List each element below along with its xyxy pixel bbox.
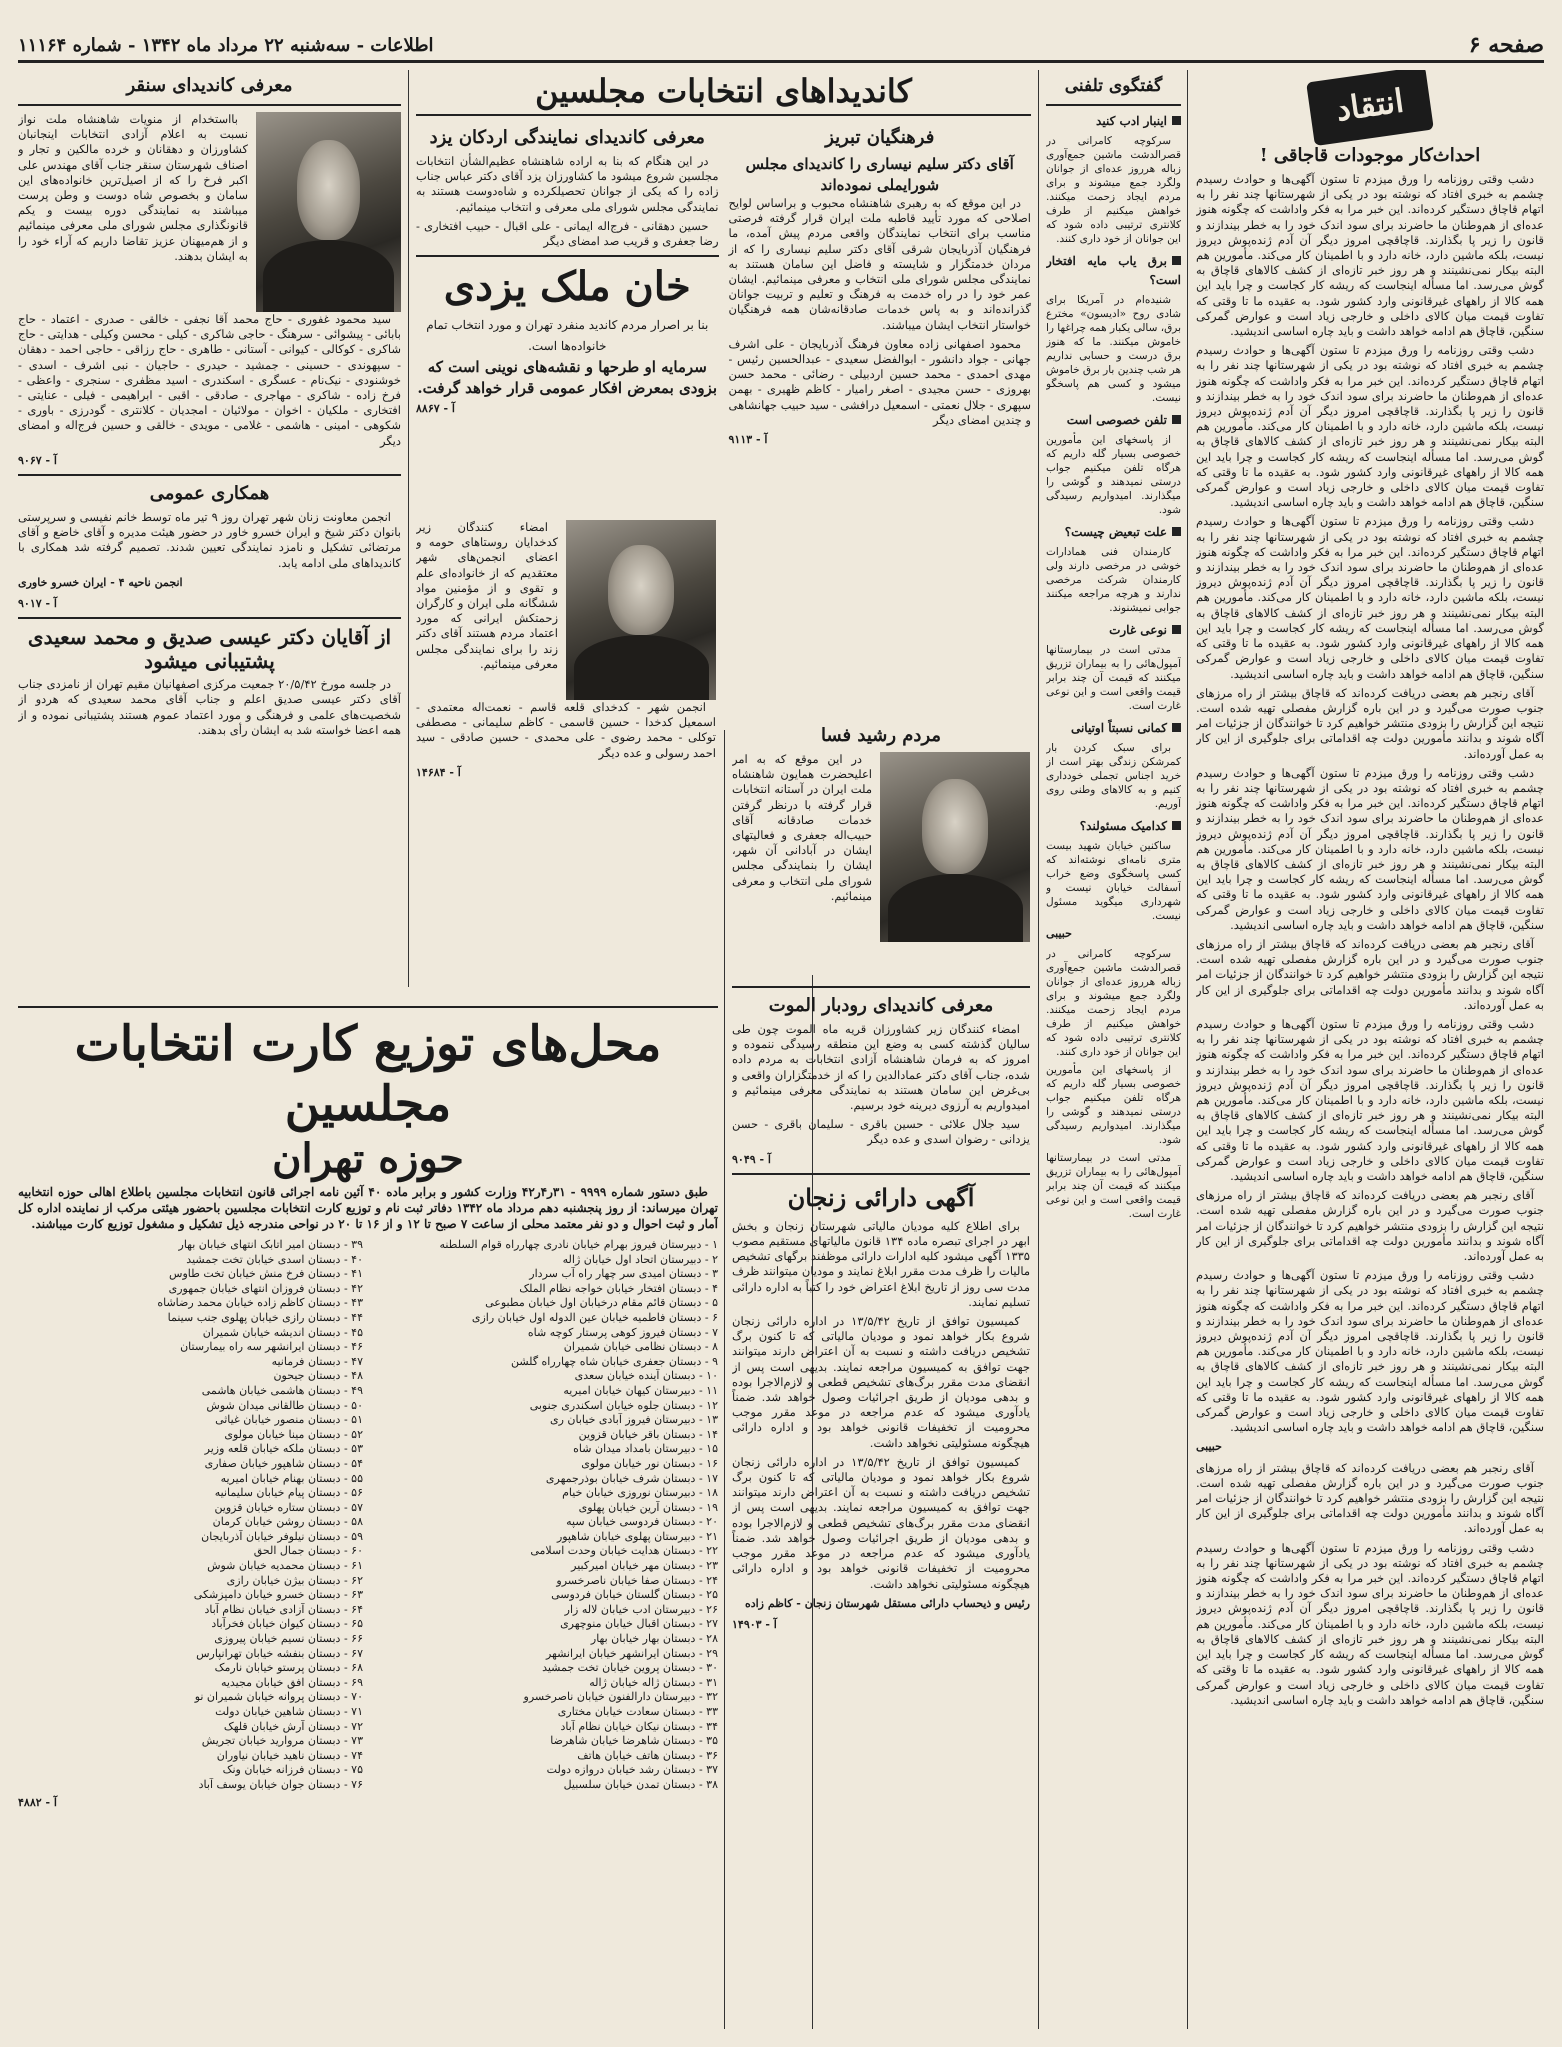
zanjan-title: آگهی دارائی زنجان (787, 1182, 975, 1212)
card-distribution-section (18, 1000, 718, 2029)
tabriz-block (729, 122, 1032, 453)
critique-body: دشب وقتی روزنامه را ورق میزدم تا ستون آگهی‌ها و حوادث رسیدم چشمم به خبری افتاد که نوشته بود در یکی از شهرستانها چند نفر را به اتهام قاچاق دستگیر کرده‌اند. این خبر مرا به فکر واداشت که چگونه هنوز عده‌ای از هم‌وطنان ما حاضرند برای سود اندک خود را به خطر بیندازند و قانون را زیر پا بگذارند. قاچاقچی امروز دیگر آن آدم ژنده‌پوش دیروز نیست، بلکه ماشین دارد، خانه دارد و با اطمینان کار می‌کند. مأمورین هم البته بیکار نمی‌نشینند و هر روز خبر تازه‌ای از کشف کالاهای قاچاق به گوش می‌رسد. اما مسأله اینجاست که ریشه کار کجاست و چرا باید این همه کالا از راههای غیرقانونی وارد کشور شود. به عقیده ما تا وقتی که تفاوت قیمت میان کالای داخلی و خارجی زیاد است و عوارض گمرکی سنگین، قاچاق هم ادامه خواهد داشت و باید چاره اساسی اندیشید. (1196, 1268, 1544, 1435)
distribution-item: ۵۸ - دبستان روشن خیابان کرمان (212, 1515, 363, 1529)
yazd-title: معرفی کاندیدای نمایندگی اردکان یزد (429, 127, 705, 148)
distribution-item: ۴۶ - دبستان ایرانشهر سه راه بیمارستان (180, 1340, 363, 1354)
phone-item-head: علت تبعیض چیست؟ (1046, 523, 1181, 542)
fasa-title: مردم رشید فسا (820, 725, 942, 746)
distribution-item: ۴۹ - دبستان هاشمی خیابان هاشمی (201, 1383, 363, 1397)
critique-body: دشب وقتی روزنامه را ورق میزدم تا ستون آگهی‌ها و حوادث رسیدم چشمم به خبری افتاد که نوشته بود در یکی از شهرستانها چند نفر را به اتهام قاچاق دستگیر کرده‌اند. این خبر مرا به فکر واداشت که چگونه هنوز عده‌ای از هم‌وطنان ما حاضرند برای سود اندک خود را به خطر بیندازند و قانون را زیر پا بگذارند. قاچاقچی امروز دیگر آن آدم ژنده‌پوش دیروز نیست، بلکه ماشین دارد، خانه دارد و با اطمینان کار می‌کند. مأمورین هم البته بیکار نمی‌نشینند و هر روز خبر تازه‌ای از کشف کالاهای قاچاق به گوش می‌رسد. اما مسأله اینجاست که ریشه کار کجاست و چرا باید این همه کالا از راههای غیرقانونی وارد کشور شود. به عقیده ما تا وقتی که تفاوت قیمت میان کالای داخلی و خارجی زیاد است و عوارض گمرکی سنگین، قاچاق هم ادامه خواهد داشت و باید چاره اساسی اندیشید. (1196, 1016, 1544, 1183)
distribution-item: ۶۷ - دبستان بنفشه خیابان تهرانپارس (196, 1646, 363, 1660)
distribution-item: ۶۰ - دبستان جمال الحق (253, 1544, 363, 1558)
distribution-item: ۷۳ - دبستان مروارید خیابان تجریش (201, 1734, 363, 1748)
sonqor-title: معرفی کاندیدای سنقر (126, 75, 293, 96)
distribution-item: ۹ - دبستان جعفری خیابان شاه چهارراه گلشن (510, 1354, 718, 1368)
distribution-item: ۴۲ - دبستان فروزان انتهای خیابان جمهوری (168, 1281, 363, 1295)
alamut-body: امضاء کنندگان زیر کشاورزان قریه ماه الموت چون طی سالیان گذشته کسی به وضع این منطقه رسیدگی ننموده و امروز که به فرمان شاهنشاه آزادی انتخابات به مردم داده شده، جناب آقای دکتر عمادالدین را که از خدمتگزاران واقعی و بی‌غرض این سامان هستند به نمایندگی معرفی مینمائیم و امیدواریم به آرزوی دیرینه خود برسیم. (732, 1022, 1030, 1113)
distribution-item: ۸ - دبستان نظامی خیابان شمیران (563, 1340, 718, 1354)
distribution-item: ۳۸ - دبستان تمدن خیابان سلسبیل (563, 1777, 718, 1791)
sadigh-body: در جلسه مورخ ۲۰/۵/۴۲ جمعیت مرکزی اصفهانیان مقیم تهران از نامزدی جناب آقای دکتر عیسی صدیق اعلم و جناب آقای محمد سعیدی که هردو از شخصیت‌های علمی و فرهنگی و مورد اعتماد عموم هستند پشتیبانی نموده و از همه اعضا خواسته شد به ایشان رأی بدهند. (18, 677, 401, 737)
column-rule (1187, 70, 1188, 2029)
distribution-item: ۱۲ - دبستان جلوه خیابان اسکندری جنوبی (529, 1398, 718, 1412)
candidate-photo (256, 112, 401, 312)
distribution-item: ۱۱ - دبیرستان کیهان خیابان امیریه (563, 1383, 718, 1397)
distribution-item: ۷۴ - دبستان ناهید خیابان نیاوران (216, 1748, 363, 1762)
distribution-item: ۲ - دبیرستان اتحاد اول خیابان ژاله (562, 1252, 718, 1266)
distribution-item: ۳۳ - دبستان سعادت خیابان مختاری (557, 1705, 718, 1718)
phone-item-body: سرکوچه کامرانی در قصرالدشت ماشین جمع‌آوری زباله هرروز عده‌ای از جوانان ولگرد جمع میشوند و برای مردم ایجاد زحمت میکنند. خواهش میکنیم از طرف کلانتری ترتیبی داده شود که این جوانان از خود داری کنند. (1046, 948, 1181, 1058)
phone-item-body: سرکوچه کامرانی در قصرالدشت ماشین جمع‌آوری زباله هرروز عده‌ای از جوانان ولگرد جمع میشوند و برای مردم ایجاد زحمت میکنند. خواهش میکنیم از طرف کلانتری ترتیبی داده شود که این جوانان از خود داری کنند. (1046, 135, 1181, 245)
phone-item-body: مدتی است در بیمارستانها آمپول‌هائی را به بیماران تزریق میکنند که قیمت آن چند برابر قیمت واقعی است و این نوعی غارت است. (1046, 644, 1181, 712)
distribution-item: ۴۰ - دبستان اسدی خیابان تخت جمشید (186, 1252, 363, 1266)
phone-item-body: از پاسخهای این مأمورین خصوصی بسیار گله داریم که هرگاه تلفن میکنیم جواب درستی نمیدهند و گوشی را میگذارند. امیدواریم رسیدگی شود. (1046, 434, 1181, 516)
distribution-item: ۱۷ - دبستان شرف خیابان بوذرجمهری (545, 1471, 718, 1485)
coop-body: انجمن معاونت زنان شهر تهران روز ۹ تیر ماه توسط خانم نفیسی و سرپرستی بانوان دکتر شیخ و ایران خسرو خاور در حضور هیئت مدیره و آقای خاضع و آقای مرتضائی تشکیل و نامزد نمایندگی تعیین شدند. تصمیم گرفته شد همکاری با کاندیداهای ملی ادامه یابد. (18, 510, 401, 570)
distribution-item: ۵ - دبستان قائم مقام درخیابان اول خیابان مطبوعی (485, 1296, 718, 1310)
tabriz-title: فرهنگیان تبریز (825, 127, 935, 148)
zanjan-body: برای اطلاع کلیه مودیان مالیاتی شهرستان زنجان و بخش ابهر در اجرای تبصره ماده ۱۳۴ قانون مالیاتهای مستقیم مصوب ۱۳۳۵ آگهی میشود کلیه ادارات دارائی موظفند برگهای تشخیص مالیات را ظرف مدت مقرر ابلاغ نمایند و مودیان میتوانند ظرف مدت سی روز از تاریخ ابلاغ اعتراض خود را کتباً به اداره دارائی تسلیم نمایند. (732, 1218, 1030, 1309)
critique-body: دشب وقتی روزنامه را ورق میزدم تا ستون آگهی‌ها و حوادث رسیدم چشمم به خبری افتاد که نوشته بود در یکی از شهرستانها چند نفر را به اتهام قاچاق دستگیر کرده‌اند. این خبر مرا به فکر واداشت که چگونه هنوز عده‌ای از هم‌وطنان ما حاضرند برای سود اندک خود را به خطر بیندازند و قانون را زیر پا بگذارند. قاچاقچی امروز دیگر آن آدم ژنده‌پوش دیروز نیست، بلکه ماشین دارد، خانه دارد و با اطمینان کار می‌کند. مأمورین هم البته بیکار نمی‌نشینند و هر روز خبر تازه‌ای از کشف کالاهای قاچاق به گوش می‌رسد. اما مسأله اینجاست که ریشه کار کجاست و چرا باید این همه کالا از راههای غیرقانونی وارد کشور شود. به عقیده ما تا وقتی که تفاوت قیمت میان کالای داخلی و خارجی زیاد است و عوارض گمرکی سنگین، قاچاق هم ادامه خواهد داشت و باید چاره اساسی اندیشید. (1196, 1540, 1544, 1707)
sonqor-column (18, 70, 401, 987)
fasa-body: در این موقع که به امر اعلیحضرت همایون شاهنشاه ملت ایران در آستانه انتخابات قرار گرفته با درنظر گرفتن خدمات صادقانه آقای حبیب‌اله جعفری و فعالیتهای ایشان در آبادانی آن شهر، ایشان را بنمایندگی مجلس شورای ملی انتخاب و معرفی مینمائیم. (732, 752, 872, 903)
candidate-photo (566, 520, 716, 700)
phone-title: گفتگوی تلفنی (1064, 76, 1163, 96)
distribution-item: ۱۳ - دبیرستان فیروز آبادی خیابان ری (550, 1413, 718, 1427)
distribution-title: محل‌های توزیع کارت انتخابات مجلسین (74, 1016, 662, 1132)
distribution-item: ۱ - دبیرستان فیروز بهرام خیابان نادری چهارراه قوام السلطنه (439, 1238, 718, 1251)
coop-signature: انجمن ناحیه ۴ - ایران خسرو خاوری (18, 575, 183, 589)
distribution-item: ۱۵ - دبیرستان بامداد میدان شاه (573, 1442, 718, 1456)
distribution-item: ۵۹ - دبستان نیلوفر خیابان آذربایجان (201, 1529, 363, 1543)
distribution-item: ۳۶ - دبستان هاتف خیابان هاتف (577, 1748, 718, 1762)
distribution-item: ۱۶ - دبستان نور خیابان مولوی (581, 1456, 718, 1470)
distribution-item: ۶۵ - دبستان کیوان خیابان فخرآباد (211, 1617, 363, 1631)
phone-item-head: کدامیک مسئولند؟ (1046, 817, 1181, 836)
phone-item-body: برای سبک کردن بار کمرشکن زندگی بهتر است از خرید اجناس تجملی خودداری کنیم و به کالاهای وطنی روی آوریم. (1046, 742, 1181, 810)
distribution-item: ۲۶ - دبیرستان ادب خیابان لاله زار (564, 1602, 718, 1616)
phone-column (1046, 70, 1181, 2029)
critique-body: دشب وقتی روزنامه را ورق میزدم تا ستون آگهی‌ها و حوادث رسیدم چشمم به خبری افتاد که نوشته بود در یکی از شهرستانها چند نفر را به اتهام قاچاق دستگیر کرده‌اند. این خبر مرا به فکر واداشت که چگونه هنوز عده‌ای از هم‌وطنان ما حاضرند برای سود اندک خود را به خطر بیندازند و قانون را زیر پا بگذارند. قاچاقچی امروز دیگر آن آدم ژنده‌پوش دیروز نیست، بلکه ماشین دارد، خانه دارد و با اطمینان کار می‌کند. مأمورین هم البته بیکار نمی‌نشینند و هر روز خبر تازه‌ای از کشف کالاهای قاچاق به گوش می‌رسد. اما مسأله اینجاست که ریشه کار کجاست و چرا باید این همه کالا از راههای غیرقانونی وارد کشور شود. به عقیده ما تا وقتی که تفاوت قیمت میان کالای داخلی و خارجی زیاد است و عوارض گمرکی سنگین، قاچاق هم ادامه خواهد داشت و باید چاره اساسی اندیشید. (1196, 765, 1544, 932)
distribution-item: ۵۵ - دبستان بهنام خیابان امیریه (220, 1471, 363, 1485)
candidate-photo (880, 752, 1030, 942)
distribution-subtitle: حوزه تهران (272, 1135, 464, 1182)
phone-item-body: مدتی است در بیمارستانها آمپول‌هائی را به بیماران تزریق میکنند که قیمت آن چند برابر قیمت واقعی است و این نوعی غارت است. (1046, 1152, 1181, 1220)
alamut-title: معرفی کاندیدای رودبار الموت (768, 995, 994, 1016)
distribution-item: ۴۷ - دبستان فرمانیه (271, 1354, 363, 1368)
distribution-item: ۱۹ - دبستان آرین خیابان پهلوی (578, 1500, 718, 1514)
issue-line: اطلاعات - سه‌شنبه ۲۲ مرداد ماه ۱۳۴۲ - شماره ۱۱۱۶۴ (18, 34, 434, 56)
alamut-names: سید جلال علائی - حسین باقری - سلیمان باقری - حسن یزدانی - رضوان اسدی و عده دیگر (732, 1117, 1030, 1147)
phone-item-head: نوعی غارت (1046, 621, 1181, 640)
fasa-block (732, 720, 1030, 977)
phone-item-head: برق یاب مایه افتخار است؟ (1046, 254, 1181, 287)
zanjan-body-2: کمیسیون توافق از تاریخ ۱۳/۵/۴۲ در اداره دارائی زنجان شروع بکار خواهد نمود و مودیان مالیاتی که تا کنون برگ تشخیص دریافت داشته و نسبت به آن اعتراض دارند میتوانند جهت توافق به کمیسیون مراجعه نمایند. بدیهی است پس از انقضای مدت مقرر برگ‌های تشخیص قطعی و لازم‌الاجرا بوده و بدهی مودیان از طریق اجرائیات وصول خواهد شد. ضمناً یادآوری میشود که عدم مراجعه در موعد مقرر موجب محرومیت از تخفیفات قانونی خواهد بود و اداره دارائی هیچگونه مسئولیتی نخواهد داشت. (732, 1454, 1030, 1591)
phone-item-head: اینبار ادب کنید (1046, 112, 1181, 131)
phone-item-body: کارمندان فنی همادارات خوشی در مرخصی دارند ولی کارمندان شرکت مرخصی ندارند و هرچه مراجعه میکنند جوابی نمیشنوند. (1046, 546, 1181, 614)
column-rule (1038, 70, 1039, 2029)
distribution-item: ۶۱ - دبستان محمدیه خیابان شوش (207, 1559, 363, 1573)
distribution-item: ۱۴ - دبستان باقر خیابان قزوین (578, 1427, 718, 1441)
distribution-item: ۶۴ - دبستان آزادی خیابان نظام آباد (204, 1602, 363, 1616)
critique-logo: انتقاد (1306, 70, 1434, 146)
distribution-item: ۶۲ - دبستان بیژن خیابان رازی (226, 1573, 363, 1587)
distribution-item: ۱۸ - دبیرستان نوروزی خیابان خیام (562, 1486, 718, 1500)
sonqor-names: سید محمود غفوری - حاج محمد آقا نجفی - خالقی - صدری - اعتماد - حاج بابائی - پیشوائی - سرهنگ - حاجی شاکری - کیلی - محسن وکیلی - هدایتی - حاج شاکری - کوکالی - کیوانی - آستانی - طاهری - حاج رزاقی - حاجی احمد - دهقان - سپهوندی - حسینی - جمشید - حیدری - حاجیان - نبی اشرف - اسدی - خوشنودی - نیک‌نام - عسگری - اسکندری - اسید مظفری - سنجری - واعظی - فرخ زاده - شاکری - مهاجری - صادقی - اقبی - ابراهیمی - فیلی - عنایتی - افتخاری - ملکیان - اخوان - مولائیان - امجدیان - کلانتری - گودرزی - باوری - شکوهی - امینی - هاشمی - غلامی - مویدی - خالقی و حسین فرج‌اله و امضای دیگر (18, 312, 401, 448)
distribution-item: ۶۹ - دبستان افق خیابان مجیدیه (220, 1675, 363, 1689)
distribution-item: ۵۷ - دبستان ستاره خیابان قزوین (214, 1500, 363, 1514)
critique-body: دشب وقتی روزنامه را ورق میزدم تا ستون آگهی‌ها و حوادث رسیدم چشمم به خبری افتاد که نوشته بود در یکی از شهرستانها چند نفر را به اتهام قاچاق دستگیر کرده‌اند. این خبر مرا به فکر واداشت که چگونه هنوز عده‌ای از هم‌وطنان ما حاضرند برای سود اندک خود را به خطر بیندازند و قانون را زیر پا بگذارند. قاچاقچی امروز دیگر آن آدم ژنده‌پوش دیروز نیست، بلکه ماشین دارد، خانه دارد و با اطمینان کار می‌کند. مأمورین هم البته بیکار نمی‌نشینند و هر روز خبر تازه‌ای از کشف کالاهای قاچاق به گوش می‌رسد. اما مسأله اینجاست که ریشه کار کجاست و چرا باید این همه کالا از راههای غیرقانونی وارد کشور شود. به عقیده ما تا وقتی که تفاوت قیمت میان کالای داخلی و خارجی زیاد است و عوارض گمرکی سنگین، قاچاق هم ادامه خواهد داشت و باید چاره اساسی اندیشید. (1196, 514, 1544, 681)
malek-bold: سرمایه او طرحها و نقشه‌های نوینی است که بزودی بمعرض افکار عمومی قرار خواهد گرفت. (417, 358, 718, 398)
distribution-item: ۷۶ - دبستان جوان خیابان یوسف آباد (198, 1777, 363, 1791)
distribution-intro: طبق دستور شماره ۹۹۹۹ - ۳۱ر۴ر۴۲ وزارت کشور و برابر ماده ۴۰ آئین نامه اجرائی قانون انتخابات مجلسین باطلاع اهالی حوزه انتخابیه تهران میرساند: از روز پنجشنبه دهم مرداد ماه ۱۳۴۲ دفاتر ثبت نام و توزیع کارت انتخابات مجلسین باحضور هیئتی مرکب از نماینده اداره کل آمار و ثبت احوال و دو نفر معتمد محلی از ساعت ۷ صبح تا ۱۲ و از ۱۶ تا ۲۰ در نواحی مندرجه ذیل تشکیل و مشغول توزیع کارت میباشند. (18, 1185, 718, 1231)
sonqor-code: آ - ۹۰۶۷ (18, 453, 57, 467)
distribution-item: ۴۳ - دبستان کاظم زاده خیابان محمد رضاشاه (157, 1296, 363, 1310)
malek-code: آ - ۸۸۶۷ (416, 402, 455, 416)
distribution-item: ۶ - دبستان فاطمیه خیابان عین الدوله اول خیابان رازی (471, 1310, 718, 1324)
critique-body: دشب وقتی روزنامه را ورق میزدم تا ستون آگهی‌ها و حوادث رسیدم چشمم به خبری افتاد که نوشته بود در یکی از شهرستانها چند نفر را به اتهام قاچاق دستگیر کرده‌اند. این خبر مرا به فکر واداشت که چگونه هنوز عده‌ای از هم‌وطنان ما حاضرند برای سود اندک خود را به خطر بیندازند و قانون را زیر پا بگذارند. قاچاقچی امروز دیگر آن آدم ژنده‌پوش دیروز نیست، بلکه ماشین دارد، خانه دارد و با اطمینان کار می‌کند. مأمورین هم البته بیکار نمی‌نشینند و هر روز خبر تازه‌ای از کشف کالاهای قاچاق به گوش می‌رسد. اما مسأله اینجاست که ریشه کار کجاست و چرا باید این همه کالا از راههای غیرقانونی وارد کشور شود. به عقیده ما تا وقتی که تفاوت قیمت میان کالای داخلی و خارجی زیاد است و عوارض گمرکی سنگین، قاچاق هم ادامه خواهد داشت و باید چاره اساسی اندیشید. (1196, 172, 1544, 339)
critique-body-2: آقای رنجبر هم بعضی دریافت کرده‌اند که قاچاق بیشتر از راه مرزهای جنوب صورت می‌گیرد و در این باره گزارش مفصلی تهیه شده است. نتیجه این گزارش را بزودی منتشر خواهیم کرد تا خوانندگان از جزئیات امر آگاه شوند و بدانند مأمورین دولت چه اقداماتی برای جلوگیری از این کار به عمل آورده‌اند. (1196, 1460, 1544, 1536)
malek-names: انجمن شهر - کدخدای قلعه قاسم - نعمت‌اله معتمدی - اسمعیل کدخدا - حسین قاسمی - کاظم سلیمانی - مصطفی توکلی - محمد رضوی - علی محمدی - حسین صادقی - سید احمد رسولی و عده دیگر (416, 700, 716, 760)
distribution-item: ۴۱ - دبستان فرخ منش خیابان تخت طاوس (169, 1267, 363, 1281)
sadigh-title: از آقایان دکتر عیسی صدیق و محمد سعیدی پشتیبانی میشود (27, 625, 392, 674)
malek-body-block (416, 520, 716, 957)
distribution-item: ۲۹ - دبستان ایرانشهر خیابان ایرانشهر (545, 1646, 718, 1660)
distribution-item: ۲۱ - دبیرستان پهلوی خیابان شاهپور (556, 1529, 718, 1543)
phone-item-body: از پاسخهای این مأمورین خصوصی بسیار گله داریم که هرگاه تلفن میکنیم جواب درستی نمیدهند و گوشی را میگذارند. امیدواریم رسیدگی شود. (1046, 1064, 1181, 1146)
masthead (18, 30, 1544, 63)
sonqor-body: بااستخدام از منویات شاهنشاه ملت نواز نسبت به اعلام آزادی انتخابات اینجانبان کشاورزان و دهقانان و خرده مالکین و تجار و اصناف شهرستان سنقر جناب آقای مهندس علی اکبر فرخ را که از اصیل‌ترین خانواده‌های این سامان و بخصوص شاه دوست و وطن پرست میباشند به نمایندگی دوره بیست و یکم قانونگذاری مجلس شورای ملی معرفی مینمائیم و از هم‌میهنان عزیز تقاضا داریم که آراء خود را به ایشان بدهند. (18, 112, 248, 263)
phone-item-head: تلفن خصوصی است (1046, 411, 1181, 430)
coop-code: آ - ۹۰۱۷ (18, 597, 57, 611)
distribution-item: ۳۲ - دبیرستان دارالفنون خیابان ناصرخسرو (523, 1690, 718, 1704)
distribution-code: آ - ۴۸۸۲ (18, 1795, 57, 1809)
phone-item-head: کمانی نسبتاً اوتیانی (1046, 719, 1181, 738)
zanjan-code: آ - ۱۴۹۰۳ (732, 1617, 777, 1631)
distribution-item: ۲۲ - دبستان هدایت خیابان وحدت اسلامی (530, 1544, 718, 1558)
coop-title: همکاری عمومی (149, 483, 270, 505)
distribution-item: ۳۴ - دبستان نیکان خیابان نظام آباد (560, 1719, 718, 1733)
zanjan-signature: رئیس و ذیحساب دارائی مستقل شهرستان زنجان - کاظم زاده (744, 1596, 1030, 1610)
critique-signature: حبیبی (1196, 1440, 1222, 1454)
distribution-item: ۶۳ - دبستان خسرو خیابان دامپزشکی (193, 1588, 363, 1602)
distribution-item: ۶۶ - دبستان نسیم خیابان پیروزی (214, 1632, 363, 1646)
malek-body: امضاء کنندگان زیر کدخدایان روستاهای حومه و اعضای انجمن‌های شهر معتقدیم که از خانواده‌ای علم و تقوی و از مؤمنین مواد ششگانه ملی ایران و کارگران زحمتکش ایرانی که مورد اعتماد مردم هستند آقای دکتر زند را برای نمایندگی مجلس معرفی مینمائیم. (416, 520, 558, 671)
distribution-item: ۵۴ - دبستان شاهپور خیابان صفاری (204, 1456, 363, 1470)
distribution-item: ۳۵ - دبستان شاهرضا خیابان شاهرضا (550, 1734, 718, 1748)
distribution-item: ۴ - دبستان افتخار خیابان خواجه نظام الملک (519, 1281, 718, 1295)
distribution-item: ۵۶ - دبستان پیام خیابان سلیمانیه (214, 1486, 363, 1500)
critique-body-2: آقای رنجبر هم بعضی دریافت کرده‌اند که قاچاق بیشتر از راه مرزهای جنوب صورت می‌گیرد و در این باره گزارش مفصلی تهیه شده است. نتیجه این گزارش را بزودی منتشر خواهیم کرد تا خوانندگان از جزئیات امر آگاه شوند و بدانند مأمورین دولت چه اقداماتی برای جلوگیری از این کار به عمل آورده‌اند. (1196, 685, 1544, 761)
distribution-item: ۳ - دبستان امیدی سر چهار راه آب سردار (529, 1267, 718, 1281)
tabriz-subtitle: آقای دکتر سلیم نیساری را کاندیدای مجلس شورایملی نموده‌اند (745, 155, 1014, 194)
distribution-item: ۵۰ - دبستان طالقانی میدان شوش (206, 1398, 363, 1412)
distribution-item: ۳۰ - دبستان پروین خیابان تخت جمشید (542, 1661, 718, 1675)
zanjan-body-2: کمیسیون توافق از تاریخ ۱۳/۵/۴۲ در اداره دارائی زنجان شروع بکار خواهد نمود و مودیان مالیاتی که تا کنون برگ تشخیص دریافت داشته و نسبت به آن اعتراض دارند میتوانند جهت توافق به کمیسیون مراجعه نمایند. بدیهی است پس از انقضای مدت مقرر برگ‌های تشخیص قطعی و لازم‌الاجرا بوده و بدهی مودیان از طریق اجرائیات وصول خواهد شد. ضمناً یادآوری میشود که عدم مراجعه در موعد مقرر موجب محرومیت از تخفیفات قانونی خواهد بود و اداره دارائی هیچگونه مسئولیتی نخواهد داشت. (732, 1314, 1030, 1450)
critique-body-2: آقای رنجبر هم بعضی دریافت کرده‌اند که قاچاق بیشتر از راه مرزهای جنوب صورت می‌گیرد و در این باره گزارش مفصلی تهیه شده است. نتیجه این گزارش را بزودی منتشر خواهیم کرد تا خوانندگان از جزئیات امر آگاه شوند و بدانند مأمورین دولت چه اقداماتی برای جلوگیری از این کار به عمل آورده‌اند. (1196, 936, 1544, 1012)
candidates-title: کاندیداهای انتخابات مجلسین (535, 72, 912, 110)
distribution-list-b (18, 1238, 363, 1793)
distribution-item: ۶۸ - دبستان پرستو خیابان نارمک (214, 1661, 363, 1675)
distribution-item: ۷ - دبستان فیروز کوهی پرستار کوچه شاه (527, 1325, 718, 1339)
distribution-list-a (373, 1238, 718, 1793)
distribution-item: ۲۷ - دبستان اقبال خیابان منوچهری (560, 1617, 718, 1631)
alamut-zanjan-column (732, 980, 1030, 2029)
distribution-item: ۱۰ - دبستان آینده خیابان سعدی (574, 1369, 718, 1383)
distribution-item: ۵۱ - دبستان منصور خیابان غیاثی (215, 1413, 363, 1427)
distribution-item: ۳۹ - دبستان امیر اتابک انتهای خیابان بهار (178, 1238, 363, 1251)
distribution-item: ۷۰ - دبستان پروانه خیابان شمیران نو (194, 1690, 363, 1704)
critique-body: دشب وقتی روزنامه را ورق میزدم تا ستون آگهی‌ها و حوادث رسیدم چشمم به خبری افتاد که نوشته بود در یکی از شهرستانها چند نفر را به اتهام قاچاق دستگیر کرده‌اند. این خبر مرا به فکر واداشت که چگونه هنوز عده‌ای از هم‌وطنان ما حاضرند برای سود اندک خود را به خطر بیندازند و قانون را زیر پا بگذارند. قاچاقچی امروز دیگر آن آدم ژنده‌پوش دیروز نیست، بلکه ماشین دارد، خانه دارد و با اطمینان کار می‌کند. مأمورین هم البته بیکار نمی‌نشینند و هر روز خبر تازه‌ای از کشف کالاهای قاچاق به گوش می‌رسد. اما مسأله اینجاست که ریشه کار کجاست و چرا باید این همه کالا از راههای غیرقانونی وارد کشور شود. به عقیده ما تا وقتی که تفاوت قیمت میان کالای داخلی و خارجی زیاد است و عوارض گمرکی سنگین، قاچاق هم ادامه خواهد داشت و باید چاره اساسی اندیشید. (1196, 343, 1544, 510)
phone-item-body: ساکنین خیابان شهید بیست متری نامه‌ای نوشته‌اند که کسی پاسخگوی وضع خراب آسفالت خیابان نیست و شهرداری میگوید مسئول نیست. (1046, 840, 1181, 922)
distribution-item: ۲۴ - دبستان صفا خیابان ناصرخسرو (556, 1573, 718, 1587)
alamut-code: آ - ۹۰۴۹ (732, 1152, 771, 1166)
yazd-body: در این هنگام که بنا به اراده شاهنشاه عظیم‌الشأن انتخابات مجلسین شروع میشود ما کشاورزان یزد آقای دکتر عباس جناب زاده را که یکی از جوانان تحصیلکرده و شاه‌دوست هستند به نمایندگی مجلس شورای ملی معرفی و انتخاب مینمائیم. (416, 154, 719, 214)
distribution-item: ۲۳ - دبستان مهر خیابان امیرکبیر (571, 1559, 718, 1573)
distribution-item: ۳۷ - دبستان رشد خیابان دروازه دولت (546, 1763, 718, 1777)
tabriz-code: آ - ۹۱۱۳ (728, 433, 768, 447)
distribution-item: ۲۵ - دبستان گلستان خیابان فردوسی (551, 1588, 718, 1602)
malek-code-2: آ - ۱۴۶۸۴ (416, 765, 461, 779)
distribution-item: ۲۸ - دبستان بهار خیابان بهار (590, 1632, 718, 1646)
tabriz-names: محمود اصفهانی زاده معاون فرهنگ آذربایجان - علی اشرف جهانی - جواد دانشور - ابوالفضل سعیدی - عبدالحسین رئیس - مهدی احمدی - محمد حسین اردبیلی - رضائی - محمد حسن بهروزی - حسن مجیدی - اصغر رامیار - کاظم ظهیری - بهمن سپهری - جلال نعمتی - اسمعیل درافشی - سید حبیب جهانشاهی و چندین امضای دیگر (728, 336, 1031, 427)
distribution-item: ۷۲ - دبستان آرش خیابان قلهک (223, 1719, 363, 1733)
phone-item-body: شنیده‌ام در آمریکا برای شادی روح «ادیسون» مخترع برق، سالی یکبار همه چراغها را خاموش میکنند. ما که هنوز برق درست و حسابی نداریم هر شب چندین بار برق خاموش میشود و کسی هم پاسخگو نیست. (1046, 294, 1181, 404)
distribution-item: ۳۱ - دبستان ژاله خیابان ژاله (589, 1675, 718, 1689)
distribution-item: ۷۵ - دبستان فرزانه خیابان ونک (222, 1763, 363, 1777)
distribution-item: ۲۰ - دبستان فردوسی خیابان سپه (566, 1515, 718, 1529)
critique-title: احداث‌کار موجودات قاجاقی ! (1259, 145, 1481, 166)
malek-title: خان ملک یزدی (443, 263, 691, 311)
distribution-item: ۴۵ - دبستان اندیشه خیابان شمیران (202, 1325, 363, 1339)
yazd-block (416, 122, 719, 453)
distribution-item: ۴۴ - دبستان رازی خیابان پهلوی جنب سینما (167, 1310, 363, 1324)
column-rule (408, 70, 409, 987)
critique-body-2: آقای رنجبر هم بعضی دریافت کرده‌اند که قاچاق بیشتر از راه مرزهای جنوب صورت می‌گیرد و در این باره گزارش مفصلی تهیه شده است. نتیجه این گزارش را بزودی منتشر خواهیم کرد تا خوانندگان از جزئیات امر آگاه شوند و بدانند مأمورین دولت چه اقداماتی برای جلوگیری از این کار به عمل آورده‌اند. (1196, 1188, 1544, 1264)
distribution-item: ۵۲ - دبستان مینا خیابان مولوی (224, 1427, 363, 1441)
yazd-names: حسین دهقانی - فرج‌اله ایمانی - علی اقبال - حبیب افتخاری - رضا جعفری و قریب صد امضای دیگر (416, 218, 719, 249)
distribution-item: ۴۸ - دبستان جیحون (273, 1369, 363, 1383)
tabriz-body: در این موقع که به رهبری شاهنشاه محبوب و براساس لوایح اصلاحی که مورد تأیید قاطبه ملت ایران قرار گرفته فرصتی مناسب برای انتخاب نمایندگان واقعی مردم پیش آمده، ما فرهنگیان آذربایجان شرقی آقای دکتر سلیم نیساری را که از مردان خدمتگزار و شایسته و فاضل این سامان هستند به نمایندگی مجلس شورای ملی انتخاب و معرفی مینمائیم. ایشان عمر خود را در راه خدمت به فرهنگ و تعلیم و تربیت جوانان گذرانده‌اند و به پاس خدمات صادقانه‌شان همه فرهنگیان خواستار انتخاب ایشان میباشند. (728, 196, 1031, 332)
page-number: صفحه ۶ (1468, 32, 1544, 58)
malek-subtitle: بنا بر اصرار مردم کاندید منفرد تهران و مورد انتخاب تمام خانواده‌ها است. (426, 318, 709, 354)
distribution-item: ۷۱ - دبستان شاهین خیابان دولت (215, 1705, 363, 1718)
phone-signature: حبیبی (1046, 927, 1072, 940)
critique-column (1196, 70, 1544, 2029)
distribution-item: ۵۳ - دبستان ملکه خیابان قلعه وزیر (204, 1442, 363, 1456)
